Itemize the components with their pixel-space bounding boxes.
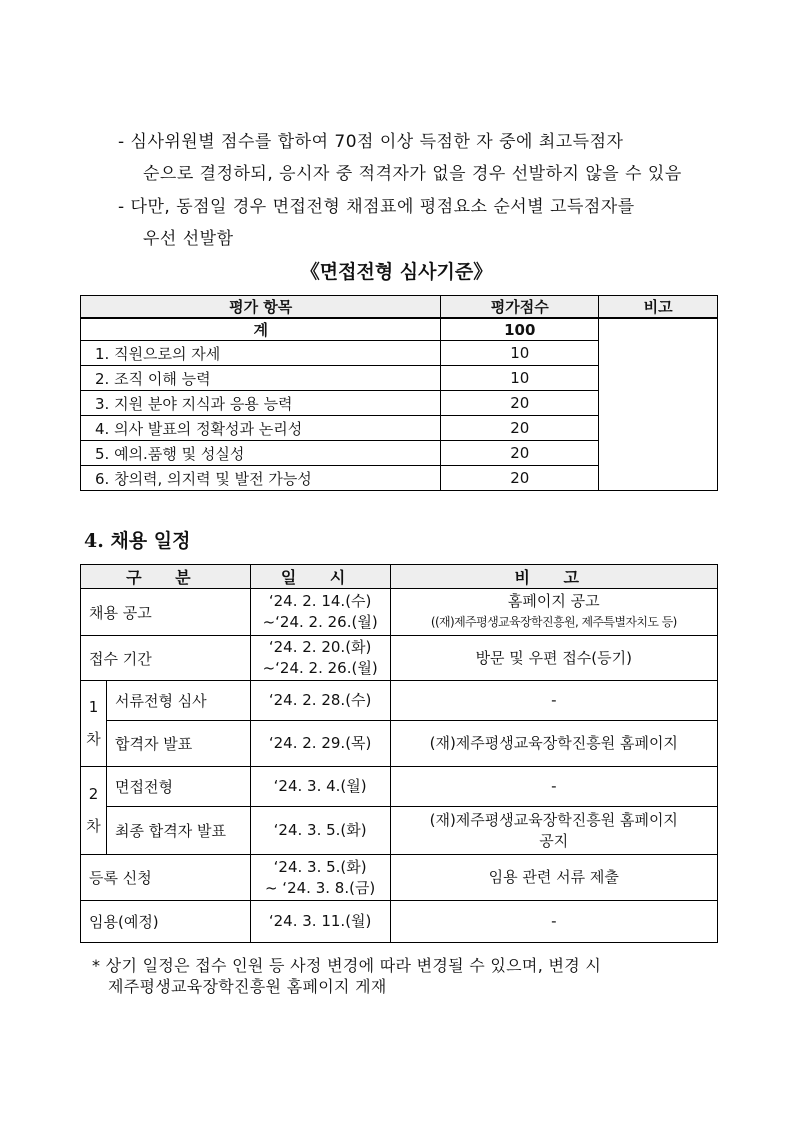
table-row [81,636,718,681]
note-line: 공지 [539,831,569,850]
criteria-header-note: 비고 [599,296,718,319]
criteria-header-item: 평가 항목 [81,296,441,319]
table-row [81,767,718,807]
criteria-table [80,295,718,491]
intro-line-1: - 심사위원별 점수를 합하여 70점 이상 득점한 자 중에 최고득점자 [118,132,624,152]
criteria-score: 10 [441,341,599,366]
intro-line-3: - 다만, 동점일 경우 면접전형 채점표에 평점요소 순서별 고득점자를 [118,197,635,217]
schedule-header-category: 구 분 [81,565,251,589]
criteria-score: 10 [441,366,599,391]
schedule-note: (재)제주평생교육장학진흥원 홈페이지 [390,721,717,767]
stage-num: 2 [88,785,99,803]
note-line: (재)제주평생교육장학진흥원 홈페이지 [429,810,678,829]
table-row [81,855,718,901]
footnote-line-2: 제주평생교육장학진흥원 홈페이지 게재 [108,977,387,996]
date-line: ‘24. 2. 20.(화) [268,638,372,656]
criteria-score: 20 [441,416,599,441]
schedule-label: 등록 신청 [81,855,251,901]
stage-suffix: 차 [86,730,101,748]
schedule-table [80,564,718,943]
schedule-note [390,589,717,636]
note-line: ((재)제주평생교육장학진흥원, 제주특별자치도 등) [430,615,677,629]
criteria-score: 20 [441,466,599,491]
criteria-total-label: 계 [81,318,441,341]
stage-suffix: 차 [86,817,101,835]
criteria-item: 1. 직원으로의 자세 [81,341,441,366]
criteria-item: 6. 창의력, 의지력 및 발전 가능성 [81,466,441,491]
schedule-date: ‘24. 3. 11.(월) [250,901,390,943]
date-line: ~‘24. 2. 26.(월) [262,659,378,677]
criteria-score: 20 [441,441,599,466]
date-line: ‘24. 3. 5.(화) [273,857,367,876]
criteria-note-cell [599,318,718,491]
schedule-label: 서류전형 심사 [106,681,250,721]
date-line: ~‘24. 2. 26.(월) [262,613,378,631]
schedule-note: - [390,901,717,943]
stage-number [81,681,107,767]
schedule-date: ‘24. 2. 28.(수) [250,681,390,721]
criteria-item: 2. 조직 이해 능력 [81,366,441,391]
section-title: 4. 채용 일정 [84,530,191,552]
criteria-header-score: 평가점수 [441,296,599,319]
schedule-label: 합격자 발표 [106,721,250,767]
schedule-date: ‘24. 2. 29.(목) [250,721,390,767]
schedule-note: - [390,681,717,721]
schedule-header-date: 일 시 [250,565,390,589]
intro-line-2: 순으로 결정하되, 응시자 중 적격자가 없을 경우 선발하지 않을 수 있음 [143,164,682,184]
schedule-note: 방문 및 우편 접수(등기) [390,636,717,681]
intro-line-4: 우선 선발함 [143,229,234,249]
table-row [81,589,718,636]
schedule-header-note: 비 고 [390,565,717,589]
schedule-date [250,636,390,681]
table-row [81,318,718,341]
table-row [81,901,718,943]
table-row [81,681,718,721]
schedule-label: 채용 공고 [81,589,251,636]
schedule-note [390,807,717,855]
schedule-date: ‘24. 3. 5.(화) [250,807,390,855]
schedule-date [250,855,390,901]
schedule-note: 임용 관련 서류 제출 [390,855,717,901]
criteria-score: 20 [441,391,599,416]
footnote-line-1: * 상기 일정은 접수 인원 등 사정 변경에 따라 변경될 수 있으며, 변경 시 [92,956,602,975]
table-row [81,721,718,767]
criteria-title: 《면접전형 심사기준》 [300,261,493,283]
schedule-date: ‘24. 3. 4.(월) [250,767,390,807]
schedule-label: 최종 합격자 발표 [106,807,250,855]
stage-number [81,767,107,855]
criteria-item: 4. 의사 발표의 정확성과 논리성 [81,416,441,441]
table-row [81,807,718,855]
date-line: ‘24. 2. 14.(수) [268,592,372,610]
schedule-note: - [390,767,717,807]
schedule-label: 임용(예정) [81,901,251,943]
schedule-label: 접수 기간 [81,636,251,681]
date-line: ~ ‘24. 3. 8.(금) [264,878,376,897]
note-line: 홈페이지 공고 [507,592,600,610]
criteria-item: 3. 지원 분야 지식과 응용 능력 [81,391,441,416]
criteria-total-value: 100 [441,318,599,341]
schedule-label: 면접전형 [106,767,250,807]
schedule-date [250,589,390,636]
criteria-item: 5. 예의.품행 및 성실성 [81,441,441,466]
stage-num: 1 [88,698,99,716]
